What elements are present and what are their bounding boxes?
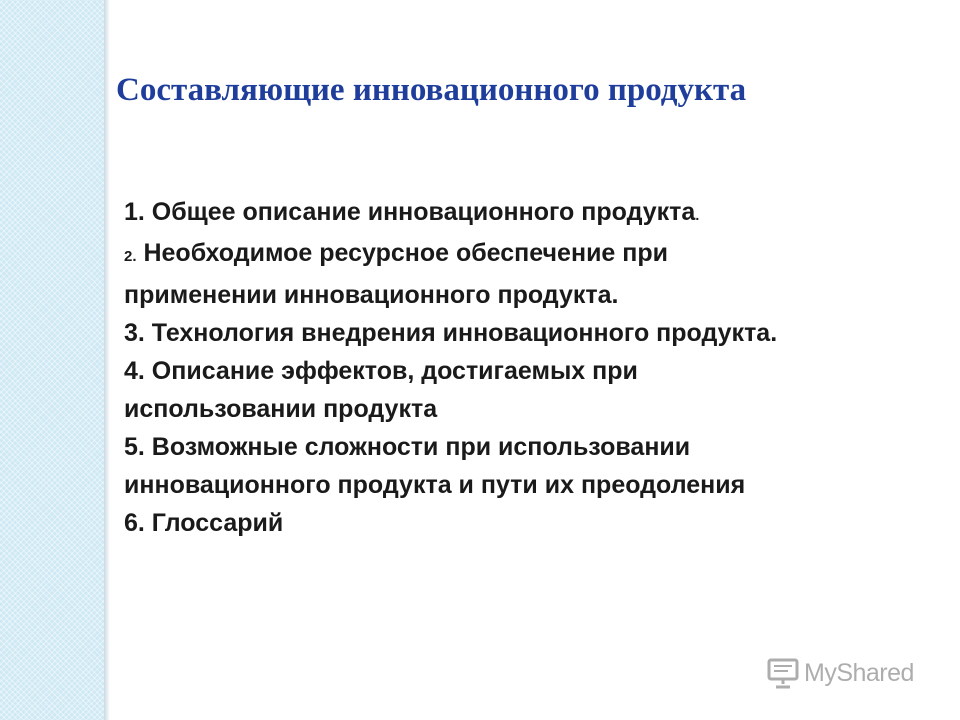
list-item-5-line1: 5. Возможные сложности при использовании	[124, 433, 691, 461]
list-item-6-text: 6. Глоссарий	[124, 509, 284, 537]
list-item-1	[124, 193, 914, 234]
list-item-6	[124, 504, 914, 542]
list-item-4-line2: использовании продукта	[124, 395, 438, 423]
list-item-2-continued	[124, 276, 914, 314]
list-item-2	[124, 234, 914, 276]
list-item-5-continued	[124, 466, 914, 504]
list-item-5-line2: инновационного продукта и пути их преодоления	[124, 471, 746, 499]
list-item-4-line1: 4. Описание эффектов, достигаемых при	[124, 357, 638, 385]
list-item-5	[124, 428, 914, 466]
list-item-3-text: 3. Технология внедрения инновационного продукта.	[124, 319, 778, 347]
watermark-text: MyShared	[804, 658, 914, 687]
slide-content-list	[124, 193, 914, 542]
list-item-3	[124, 314, 914, 352]
myshared-watermark	[766, 656, 914, 690]
slide-title: Составляющие инновационного продукта	[116, 72, 747, 108]
list-item-4-continued	[124, 390, 914, 428]
presentation-board-icon	[766, 656, 800, 690]
list-item-2-line2: применении инновационного продукта.	[124, 281, 619, 309]
list-item-2-line1: Необходимое ресурсное обеспечение при	[136, 239, 669, 267]
list-item-2-number: 2.	[124, 248, 137, 265]
band-shadow	[104, 0, 110, 720]
list-item-4	[124, 352, 914, 390]
list-item-1-trailing: .	[695, 207, 700, 223]
left-decorative-band	[0, 0, 104, 720]
list-item-1-text: 1. Общее описание инновационного продукта	[124, 198, 696, 226]
